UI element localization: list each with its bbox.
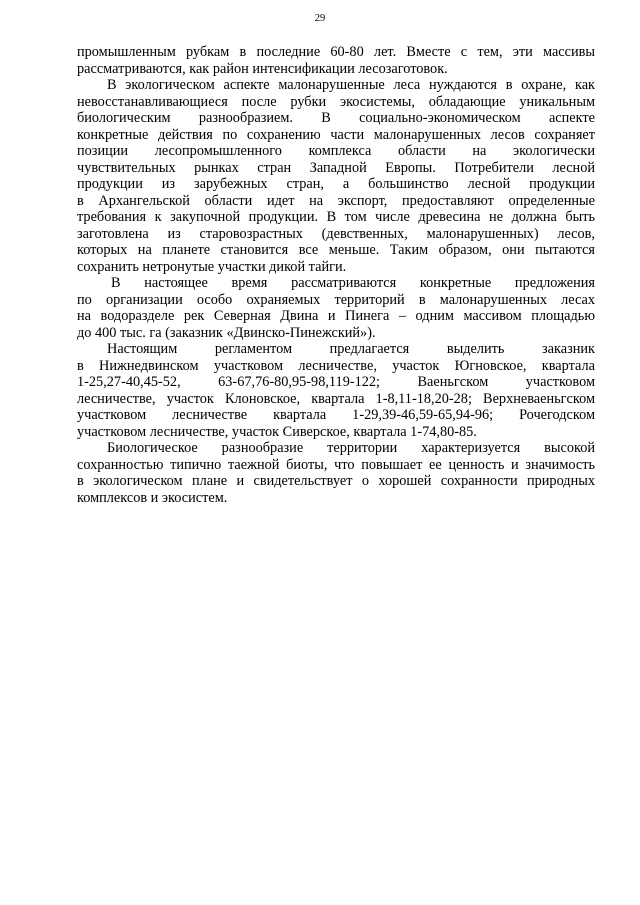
paragraph-5 — [77, 440, 595, 506]
paragraph-2 — [77, 77, 595, 275]
text-line: участковом лесничестве квартала 1-29,39-46,59-65,94-96; Рочегодском — [77, 407, 595, 423]
text-line: в Нижнедвинском участковом лесничестве, участок Югновское, квартала — [77, 357, 595, 374]
text-line: по организации особо охраняемых территорий в малонарушенных лесах — [77, 291, 595, 308]
text-line: промышленным рубкам в последние 60-80 лет. Вместе с тем, эти массивы — [77, 44, 595, 60]
text-line: сохранить нетронутые участки дикой тайги. — [77, 258, 347, 275]
text-line: заготовлена из старовозрастных (девственных, малонарушенных) лесов, — [77, 225, 595, 242]
page-number: 29 — [314, 13, 326, 24]
text-line: требования к закупочной продукции. В том числе древесина не должна быть — [77, 209, 595, 225]
text-line: В настоящее время рассматриваются конкретные предложения — [111, 275, 595, 291]
document-body — [77, 44, 595, 506]
text-line: до 400 тыс. га (заказник «Двинско-Пинежский»). — [77, 324, 376, 341]
text-line: чувствительных рынках стран Западной Европы. Потребители лесной — [77, 159, 595, 176]
text-line: Настоящим регламентом предлагается выделить заказник — [107, 341, 595, 357]
text-line: на водоразделе рек Северная Двина и Пинега – одним массивом площадью — [77, 308, 595, 324]
paragraph-3 — [77, 275, 595, 341]
text-line: продукции из зарубежных стран, а большинство лесной продукции — [77, 176, 595, 192]
text-line: невосстанавливающиеся после рубки экосистемы, обладающие уникальным — [77, 93, 595, 110]
text-line: лесничестве, участок Клоновское, квартала 1-8,11-18,20-28; Верхневаеньгском — [77, 390, 595, 407]
text-line: комплексов и экосистем. — [77, 489, 228, 506]
text-line: сохранностью типично таежной биоты, что повышает ее ценность и значимость — [77, 456, 595, 473]
text-line: в экологическом плане и свидетельствует о хорошей сохранности природных — [77, 473, 595, 489]
paragraph-1 — [77, 44, 595, 77]
text-line: которых на планете становится все меньше. Таким образом, они пытаются — [77, 242, 595, 258]
text-line: в Архангельской области идет на экспорт, предоставляют определенные — [77, 192, 595, 209]
text-line: рассматриваются, как район интенсификации лесозаготовок. — [77, 60, 448, 77]
text-line: Биологическое разнообразие территории характеризуется высокой — [107, 440, 595, 456]
paragraph-4 — [77, 341, 595, 440]
text-line: В экологическом аспекте малонарушенные леса нуждаются в охране, как — [107, 77, 595, 93]
text-line: участковом лесничестве, участок Сиверское, квартала 1-74,80-85. — [77, 423, 477, 440]
text-line: биологическим разнообразием. В социально-экономическом аспекте — [77, 110, 595, 126]
text-line: конкретные действия по сохранению части малонарушенных лесов сохраняет — [77, 126, 595, 143]
text-line: 1-25,27-40,45-52, 63-67,76-80,95-98,119-122; Ваеньгском участковом — [77, 374, 595, 390]
text-line: позиции лесопромышленного комплекса области на экологически — [77, 143, 595, 159]
